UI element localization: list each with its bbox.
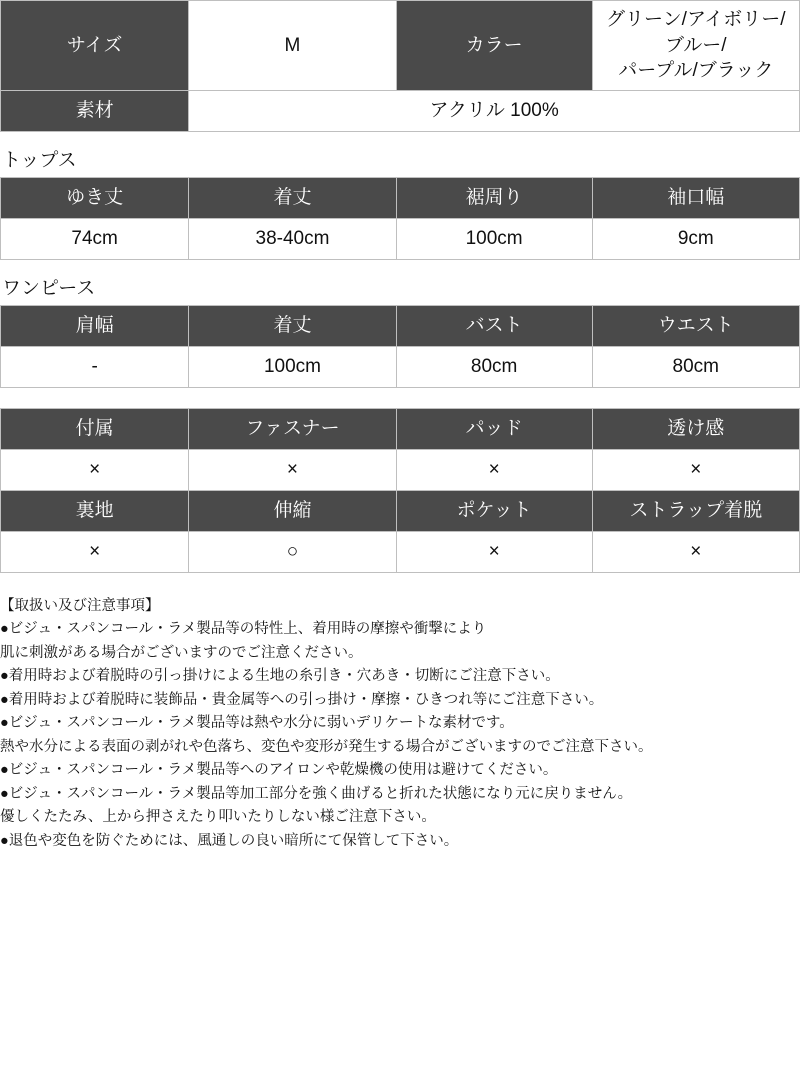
tops-value-3: 9cm — [592, 218, 799, 259]
table-row — [1, 346, 800, 387]
tops-header-0: ゆき丈 — [1, 177, 189, 218]
spec-table — [0, 0, 800, 132]
tops-table — [0, 177, 800, 260]
tops-value-0: 74cm — [1, 218, 189, 259]
size-label: サイズ — [1, 1, 189, 91]
onepiece-value-2: 80cm — [396, 346, 592, 387]
onepiece-header-2: バスト — [396, 305, 592, 346]
feature-header-5: 伸縮 — [189, 490, 396, 531]
tops-header-1: 着丈 — [189, 177, 396, 218]
onepiece-value-3: 80cm — [592, 346, 799, 387]
notes-line-6: ●ビジュ・スパンコール・ラメ製品等へのアイロンや乾燥機の使用は避けてください。 — [0, 762, 558, 779]
onepiece-section-title: ワンピース — [2, 277, 96, 299]
section-spacer — [0, 388, 800, 408]
notes-line-2: ●着用時および着脱時の引っ掛けによる生地の糸引き・穴あき・切断にご注意下さい。 — [0, 668, 560, 685]
feature-header-0: 付属 — [1, 408, 189, 449]
feature-value-6: × — [396, 531, 592, 572]
color-value — [592, 1, 799, 91]
tops-value-1: 38-40cm — [189, 218, 396, 259]
onepiece-table — [0, 305, 800, 388]
notes-line-0: ●ビジュ・スパンコール・ラメ製品等の特性上、着用時の摩擦や衝撃により — [0, 621, 487, 638]
tops-header-2: 裾周り — [396, 177, 592, 218]
notes-line-1: 肌に刺激がある場合がございますのでご注意ください。 — [0, 644, 363, 661]
feature-header-3: 透け感 — [592, 408, 799, 449]
table-row — [1, 305, 800, 346]
color-value-line2: パープル/ブラック — [618, 60, 774, 82]
feature-value-0: × — [1, 449, 189, 490]
feature-value-2: × — [396, 449, 592, 490]
onepiece-value-0: - — [1, 346, 189, 387]
feature-value-7: × — [592, 531, 799, 572]
notes-line-5: 熱や水分による表面の剥がれや色落ち、変色や変形が発生する場合がございますのでご注意下さい。 — [0, 738, 653, 755]
feature-header-7: ストラップ着脱 — [592, 490, 799, 531]
table-row — [1, 177, 800, 218]
feature-header-4: 裏地 — [1, 490, 189, 531]
feature-value-4: × — [1, 531, 189, 572]
color-label: カラー — [396, 1, 592, 91]
table-row — [1, 1, 800, 91]
tops-section-title: トップス — [2, 149, 77, 171]
onepiece-header-0: 肩幅 — [1, 305, 189, 346]
notes-line-8: 優しくたたみ、上から押さえたり叩いたりしない様ご注意下さい。 — [0, 809, 436, 826]
notes-title: 【取扱い及び注意事項】 — [0, 597, 160, 614]
onepiece-value-1: 100cm — [189, 346, 396, 387]
notes-line-4: ●ビジュ・スパンコール・ラメ製品等は熱や水分に弱いデリケートな素材です。 — [0, 715, 514, 732]
size-value: M — [189, 1, 396, 91]
feature-header-6: ポケット — [396, 490, 592, 531]
onepiece-header-1: 着丈 — [189, 305, 396, 346]
notes-line-3: ●着用時および着脱時に装飾品・貴金属等への引っ掛け・摩擦・ひきつれ等にご注意下さい。 — [0, 691, 604, 708]
feature-header-2: パッド — [396, 408, 592, 449]
feature-header-1: ファスナー — [189, 408, 396, 449]
table-row — [1, 531, 800, 572]
notes-line-7: ●ビジュ・スパンコール・ラメ製品等加工部分を強く曲げると折れた状態になり元に戻りません。 — [0, 785, 633, 802]
table-row — [1, 90, 800, 131]
table-row — [1, 490, 800, 531]
feature-value-3: × — [592, 449, 799, 490]
table-row — [1, 408, 800, 449]
onepiece-header-3: ウエスト — [592, 305, 799, 346]
material-label: 素材 — [1, 90, 189, 131]
material-value: アクリル 100% — [189, 90, 800, 131]
table-row — [1, 449, 800, 490]
table-row — [1, 218, 800, 259]
care-notes — [0, 595, 800, 853]
feature-value-5: ○ — [189, 531, 396, 572]
features-table — [0, 408, 800, 573]
tops-value-2: 100cm — [396, 218, 592, 259]
tops-header-3: 袖口幅 — [592, 177, 799, 218]
notes-line-9: ●退色や変色を防ぐためには、風通しの良い暗所にて保管して下さい。 — [0, 832, 459, 849]
color-value-line1: グリーン/アイボリー/ブルー/ — [606, 9, 786, 56]
feature-value-1: × — [189, 449, 396, 490]
